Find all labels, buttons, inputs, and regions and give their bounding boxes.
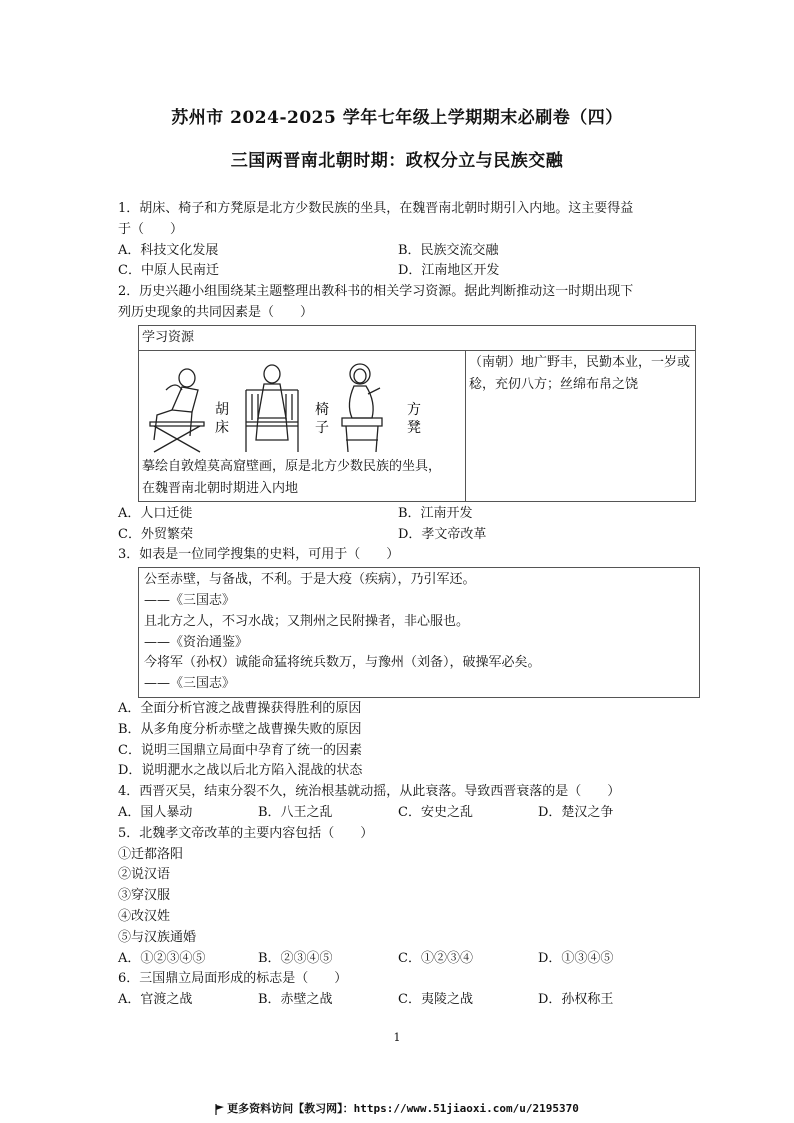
q2-resource-table — [138, 325, 696, 502]
q1-option-a: A．科技文化发展 — [118, 242, 219, 258]
q6-stem: 6．三国鼎立局面形成的标志是（ ） — [118, 971, 348, 987]
q3-option-a: A．全面分析官渡之战曹操获得胜利的原因 — [118, 700, 362, 716]
q5-option-a: A．①②③④⑤ — [118, 950, 206, 966]
q1-options-row1 — [118, 241, 678, 262]
flag-icon — [215, 1104, 225, 1115]
q5-item-3: ③穿汉服 — [118, 888, 171, 904]
stool-label-char: 凳 — [407, 419, 421, 436]
q3-source-box — [138, 567, 700, 698]
q2-table-header: 学习资源 — [139, 325, 696, 350]
q5-option-d: D．①③④⑤ — [538, 950, 614, 966]
q4-option-a: A．国人暴动 — [118, 804, 193, 820]
q2-stem-line1: 2．历史兴趣小组围绕某主题整理出教科书的相关学习资源。据此判断推动这一时期出现下 — [118, 284, 634, 300]
q2-image-cell — [139, 350, 466, 501]
q2-options-row2 — [118, 525, 678, 546]
chair-label-char: 子 — [315, 419, 329, 436]
q5-stem: 5．北魏孝文帝改革的主要内容包括（ ） — [118, 825, 374, 841]
chair-label-char: 椅 — [315, 401, 329, 418]
q2-stem-line2: 列历史现象的共同因素是（ ） — [118, 304, 314, 320]
q3-quote-2: 且北方之人，不习水战；又荆州之民附操者，非心服也。 — [144, 613, 470, 629]
q3-stem: 3．如表是一位同学搜集的史料，可用于（ ） — [118, 547, 400, 563]
q4-option-b: B．八王之乱 — [258, 804, 333, 820]
q1-stem-line2: 于（ ） — [118, 221, 184, 237]
hu-bed-label — [212, 396, 232, 456]
q2-option-a: A．人口迁徙 — [118, 505, 193, 521]
q3-option-c: C．说明三国鼎立局面中孕育了统一的因素 — [118, 742, 362, 758]
page-number: 1 — [393, 1031, 401, 1044]
q4-option-d: D．楚汉之争 — [538, 804, 614, 820]
q5-item-5: ⑤与汉族通婚 — [118, 929, 197, 945]
q5-option-c: C．①②③④ — [398, 950, 473, 966]
hu-bed-figure-icon — [142, 360, 212, 456]
hu-bed-label-char: 胡 — [215, 401, 229, 418]
q2-caption-line1: 摹绘自敦煌莫高窟壁画，原是北方少数民族的坐具， — [142, 458, 442, 474]
q2-illustration — [142, 352, 462, 456]
stool-label — [404, 396, 424, 456]
chair-label — [312, 396, 332, 456]
q3-option-d: D．说明淝水之战以后北方陷入混战的状态 — [118, 763, 363, 779]
q5-item-1: ①迁都洛阳 — [118, 846, 184, 862]
footer-link[interactable] — [0, 1100, 794, 1116]
q5-item-2: ②说汉语 — [118, 867, 171, 883]
q5-item-4: ④改汉姓 — [118, 908, 171, 924]
q2-options-row1 — [118, 504, 678, 525]
q1-options-row2 — [118, 261, 678, 282]
stool-label-char: 方 — [407, 401, 421, 418]
footer-text: 更多资料访问【教习网】：https://www.51jiaoxi.com/u/2195370 — [227, 1102, 579, 1115]
q3-source-3: ——《三国志》 — [144, 676, 236, 692]
q1-stem-line1: 1．胡床、椅子和方凳原是北方少数民族的坐具，在魏晋南北朝时期引入内地。这主要得益 — [118, 201, 634, 216]
q3-source-1: ——《三国志》 — [144, 592, 236, 608]
q2-option-c: C．外贸繁荣 — [118, 526, 193, 542]
q2-right-text: （南朝）地广野丰，民勤本业，一岁或稔，充仞八方；丝绵布帛之饶 — [466, 350, 696, 501]
q1-option-c: C．中原人民南迁 — [118, 263, 219, 279]
q3-quote-1: 公至赤壁，与备战，不利。于是大疫（疾病），乃引军还。 — [144, 572, 476, 588]
q2-option-d: D．孝文帝改革 — [398, 526, 487, 542]
question-list — [118, 199, 691, 1011]
q4-option-c: C．安史之乱 — [398, 804, 473, 820]
q2-option-b: B．江南开发 — [398, 505, 473, 521]
q1-option-b: B．民族交流交融 — [398, 242, 499, 258]
q2-caption-line2: 在魏晋南北朝时期进入内地 — [142, 480, 299, 496]
q5-options — [118, 949, 678, 970]
q1-option-d: D．江南地区开发 — [398, 263, 500, 279]
page-subtitle: 三国两晋南北朝时期：政权分立与民族交融 — [230, 151, 564, 171]
q6-option-a: A．官渡之战 — [118, 992, 193, 1008]
q3-source-2: ——《资治通鉴》 — [144, 634, 249, 650]
q6-option-b: B．赤壁之战 — [258, 992, 333, 1008]
q3-quote-3: 今将军（孙权）诚能命猛将统兵数万，与豫州（刘备），破操军必矣。 — [144, 655, 541, 671]
q4-options — [118, 803, 678, 824]
q6-options — [118, 990, 678, 1011]
hu-bed-label-char: 床 — [215, 419, 229, 436]
chair-figure-icon — [232, 360, 312, 456]
q4-stem: 4．西晋灭吴，结束分裂不久，统治根基就动摇，从此衰落。导致西晋衰落的是（ ） — [118, 784, 621, 800]
q3-option-b: B．从多角度分析赤壁之战曹操失败的原因 — [118, 721, 362, 737]
q5-option-b: B．②③④⑤ — [258, 950, 333, 966]
q6-option-c: C．夷陵之战 — [398, 992, 473, 1008]
q6-option-d: D．孙权称王 — [538, 992, 614, 1008]
stool-figure-icon — [332, 360, 404, 456]
page-title: 苏州市 2024-2025 学年七年级上学期期末必刷卷（四） — [171, 108, 623, 128]
